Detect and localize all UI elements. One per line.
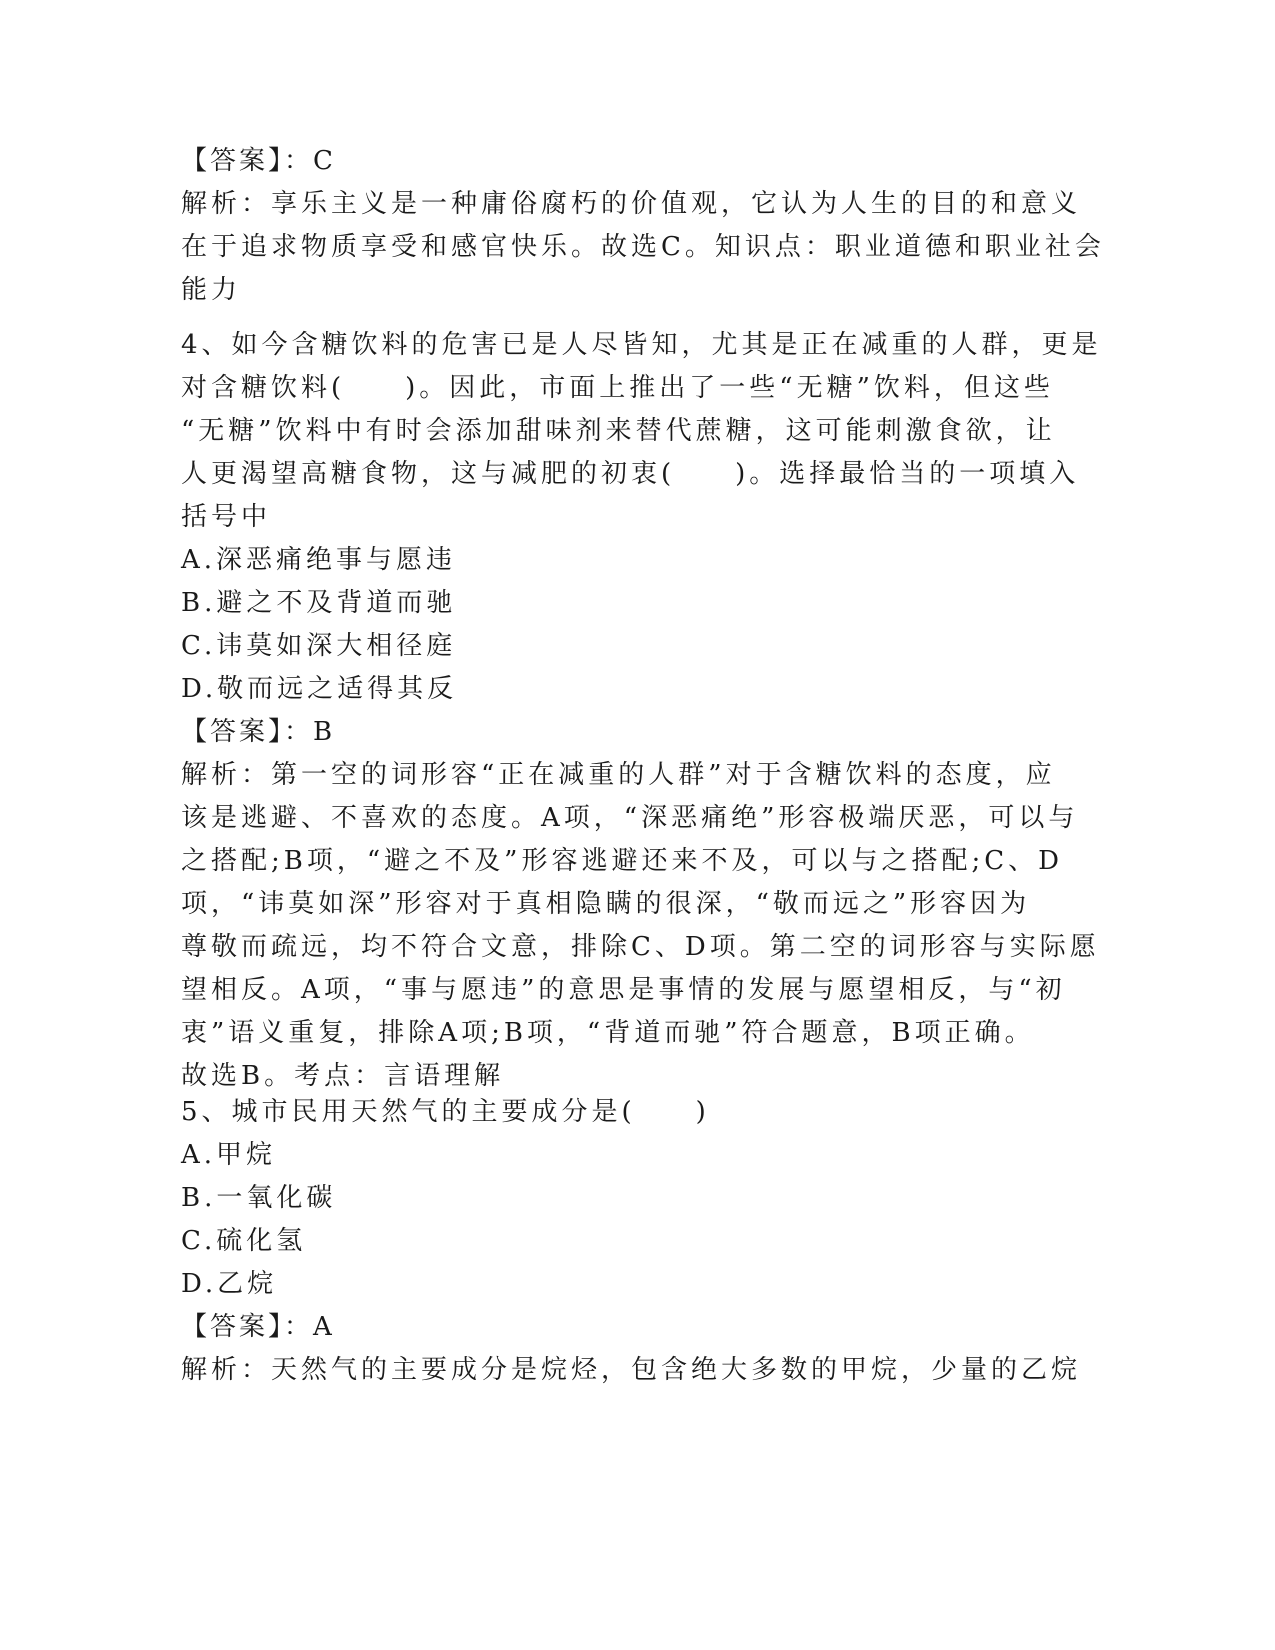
explanation-line: 该是逃避、不喜欢的态度。A项，“深恶痛绝”形容极端厌恶，可以与 (181, 803, 1079, 833)
question-text-line: 5、城市民用天然气的主要成分是( ) (181, 1097, 710, 1127)
option-b: B.避之不及背道而驰 (181, 588, 457, 618)
question-block-q4 (181, 324, 1102, 1098)
explanation-line: 解析：第一空的词形容“正在减重的人群”对于含糖饮料的态度，应 (181, 760, 1056, 790)
option-d: D.敬而远之适得其反 (181, 674, 458, 704)
explanation-line: 项，“讳莫如深”形容对于真相隐瞒的很深，“敬而远之”形容因为 (181, 889, 1031, 919)
option-a: A.深恶痛绝事与愿违 (181, 545, 457, 575)
option-d: D.乙烷 (181, 1269, 278, 1299)
answer-block-q3 (181, 140, 1105, 312)
question-text-line: “无糖”饮料中有时会添加甜味剂来替代蔗糖，这可能刺激食欲，让 (181, 416, 1056, 446)
question-text-line: 4、如今含糖饮料的危害已是人尽皆知，尤其是正在减重的人群，更是 (181, 330, 1102, 360)
option-b: B.一氧化碳 (181, 1183, 337, 1213)
option-c: C.硫化氢 (181, 1226, 307, 1256)
answer-label: 【答案】：C (181, 146, 336, 176)
explanation-line: 能力 (181, 275, 242, 305)
explanation-line: 衷”语义重复，排除A项;B项，“背道而驰”符合题意，B项正确。 (181, 1018, 1035, 1048)
answer-label: 【答案】：B (181, 717, 336, 747)
explanation-line: 望相反。A项，“事与愿违”的意思是事情的发展与愿望相反，与“初 (181, 975, 1066, 1005)
explanation-line: 尊敬而疏远，均不符合文意，排除C、D项。第二空的词形容与实际愿 (181, 932, 1100, 962)
question-text-line: 对含糖饮料( )。因此，市面上推出了一些“无糖”饮料，但这些 (181, 373, 1054, 403)
question-text-line: 括号中 (181, 502, 272, 532)
question-text-line: 人更渴望高糖食物，这与减肥的初衷( )。选择最恰当的一项填入 (181, 459, 1080, 489)
explanation-line: 故选B。考点：言语理解 (181, 1061, 505, 1091)
explanation-line: 在于追求物质享受和感官快乐。故选C。知识点：职业道德和职业社会 (181, 232, 1105, 262)
answer-label: 【答案】：A (181, 1312, 335, 1342)
explanation-line: 解析：天然气的主要成分是烷烃，包含绝大多数的甲烷，少量的乙烷 (181, 1355, 1082, 1385)
option-c: C.讳莫如深大相径庭 (181, 631, 457, 661)
question-block-q5 (181, 1091, 1082, 1392)
option-a: A.甲烷 (181, 1140, 277, 1170)
explanation-line: 之搭配;B项，“避之不及”形容逃避还来不及，可以与之搭配;C、D (181, 846, 1063, 876)
explanation-line: 解析：享乐主义是一种庸俗腐朽的价值观，它认为人生的目的和意义 (181, 189, 1082, 219)
